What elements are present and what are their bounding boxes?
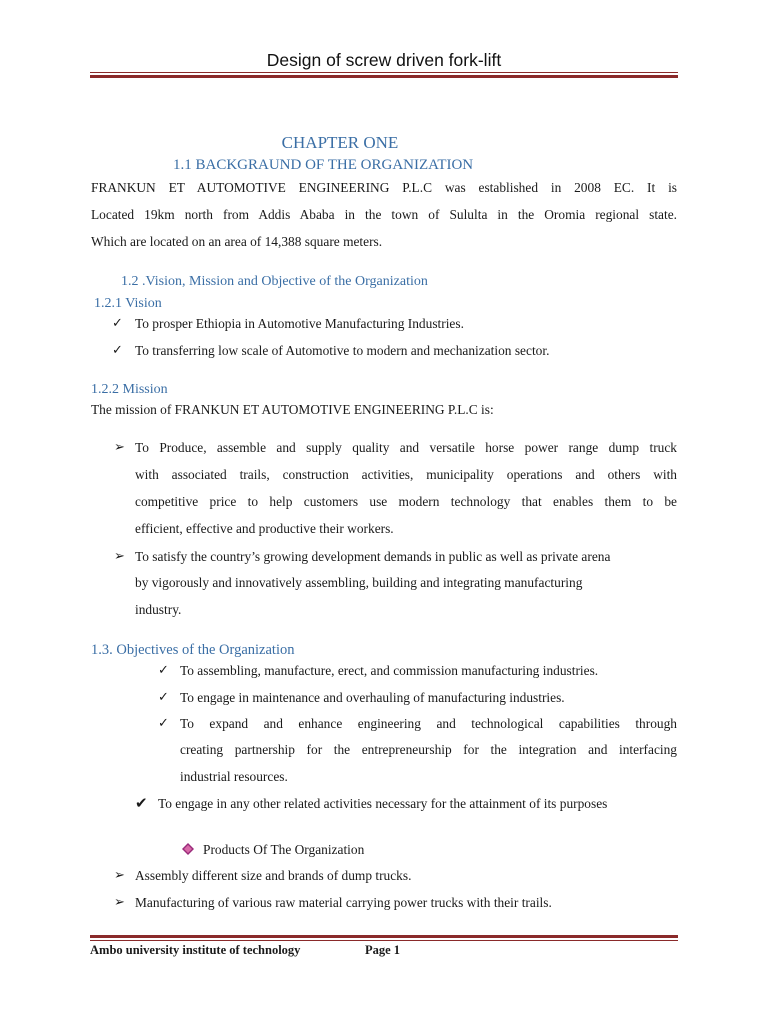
arrow-bullet-icon: ➢ <box>114 548 125 563</box>
vision-item-1: To prosper Ethiopia in Automotive Manufacturing Industries. <box>135 316 464 331</box>
mission-heading: 1.2.2 Mission <box>91 382 168 397</box>
section-1-2-heading: 1.2 .Vision, Mission and Objective of the Organization <box>121 274 428 289</box>
section-1-1-heading: 1.1 BACKGRAUND OF THE ORGANIZATION <box>173 157 474 173</box>
arrow-bullet-icon: ➢ <box>114 867 125 882</box>
objective-item-3-line-2: creating partnership for the entrepreneurship for the integration and interfacing <box>180 742 677 757</box>
footer-page-number: Page 1 <box>365 943 401 957</box>
objectives-heading: 1.3. Objectives of the Organization <box>91 642 295 658</box>
footer-rule-top <box>90 935 678 938</box>
mission-item-1-line-4: efficient, effective and productive their workers. <box>135 521 394 536</box>
header-rule-top <box>90 72 678 73</box>
objective-item-2: To engage in maintenance and overhauling of manufacturing industries. <box>180 690 565 705</box>
objective-item-3-line-1: To expand and enhance engineering and technological capabilities through <box>180 716 677 731</box>
objective-item-1: To assembling, manufacture, erect, and commission manufacturing industries. <box>180 663 599 678</box>
mission-intro: The mission of FRANKUN ET AUTOMOTIVE ENGINEERING P.L.C is: <box>91 402 494 417</box>
mission-item-1-line-1: To Produce, assemble and supply quality and versatile horse power range dump truck <box>135 440 677 455</box>
checkmark-icon: ✓ <box>158 715 169 730</box>
footer-rule-bottom <box>90 940 678 941</box>
vision-heading: 1.2.1 Vision <box>94 296 162 311</box>
objective-item-3-line-3: industrial resources. <box>180 769 288 784</box>
products-heading: Products Of The Organization <box>203 842 365 857</box>
checkmark-icon: ✔ <box>135 796 148 812</box>
product-item-2: Manufacturing of various raw material carrying power trucks with their trails. <box>135 895 552 910</box>
intro-line-3: Which are located on an area of 14,388 square meters. <box>91 234 383 249</box>
arrow-bullet-icon: ➢ <box>114 439 125 454</box>
product-item-1: Assembly different size and brands of dump trucks. <box>135 868 412 883</box>
intro-line-1: FRANKUN ET AUTOMOTIVE ENGINEERING P.L.C was established in 2008 EC. It is <box>91 180 677 195</box>
vision-item-2: To transferring low scale of Automotive to modern and mechanization sector. <box>135 343 550 358</box>
mission-item-2-line-3: industry. <box>135 602 182 617</box>
mission-item-1-line-2: with associated trails, construction activities, municipality operations and others with <box>135 467 677 482</box>
checkmark-icon: ✓ <box>112 342 123 357</box>
arrow-bullet-icon: ➢ <box>114 894 125 909</box>
footer-institution: Ambo university institute of technology <box>90 943 301 957</box>
checkmark-icon: ✓ <box>112 315 123 330</box>
checkmark-icon: ✓ <box>158 689 169 704</box>
mission-item-2-line-2: by vigorously and innovatively assembling, building and integrating manufacturing <box>135 575 583 590</box>
header-rule-bottom <box>90 75 678 78</box>
checkmark-icon: ✓ <box>158 662 169 677</box>
mission-item-2-line-1: To satisfy the country’s growing development demands in public as well as private arena <box>135 549 611 564</box>
mission-item-1-line-3: competitive price to help customers use modern technology that enables them to be <box>135 494 677 509</box>
page-header-title: Design of screw driven fork-lift <box>266 50 502 70</box>
intro-line-2: Located 19km north from Addis Ababa in the town of Sululta in the Oromia regional state. <box>91 207 677 222</box>
diamond-bullet-icon <box>182 843 194 855</box>
objective-item-4: To engage in any other related activities necessary for the attainment of its purposes <box>158 796 608 811</box>
chapter-title: CHAPTER ONE <box>281 133 399 152</box>
